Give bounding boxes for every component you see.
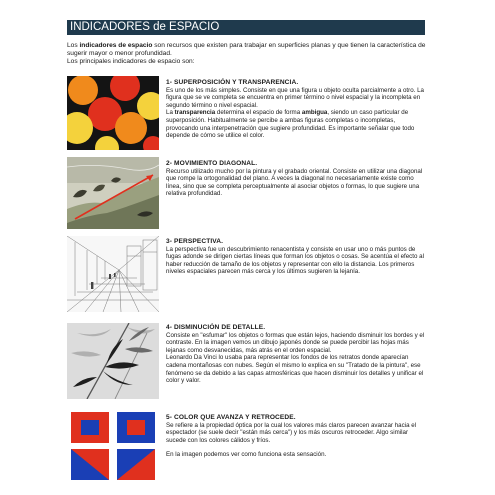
- section-paragraph: Leonardo Da Vinci lo usaba para representar los fondos de los retratos donde aparecían cadena montañosas con nubes. Según el mismo lo explica en su "Tratado de la pintura", ese fenómeno se da debido a las capas atmosféricas que hacen disminuir los detalles y unificar el color y valor.: [166, 354, 424, 385]
- section-paragraph: Es uno de los más simples. Consiste en que una figura u objeto oculta parcialmente a otro. La figura que se ve completa se encuentra en primer término o nivel espacial y la incompleta en segundo término o nivel espacial.: [166, 86, 424, 109]
- page-title: INDICADORES de ESPACIO: [67, 20, 425, 35]
- intro-line2: Los principales indicadores de espacio son:: [67, 58, 195, 66]
- section-paragraph: La perspectiva fue un descubrimiento renacentista y consiste en usar uno o más puntos de fugas adonde se dirigen ciertas líneas que forman los objetos o cosas. Se acentúa el efecto al haber reducción de tamaño de los objetos y representar con ello la distancia. Los primeros niveles espaciales parecen más cerca y los últimos sugieren la lejanía.: [166, 245, 424, 276]
- perspective-drawing-image: [67, 236, 159, 312]
- section-text: [166, 414, 428, 459]
- section-heading: 4- DISMINUCIÓN DE DETALLE.: [166, 324, 266, 331]
- section-heading: 1- SUPERPOSICIÓN Y TRANSPARENCIA.: [166, 79, 299, 86]
- section-text: [166, 79, 428, 140]
- section-heading: 5- COLOR QUE AVANZA Y RETROCEDE.: [166, 414, 296, 421]
- section-text: [166, 324, 428, 385]
- text-bold: transparencia: [174, 109, 216, 117]
- color-squares-image: [67, 410, 159, 482]
- text-run: , siendo un caso particular de superposición. Habitualmente se percibe a ambas figuras completas o incompletas, provocando una interpenetración que sugiere profundidad. Es importante señalar que todo depende de cómo se utilice el color.: [166, 109, 415, 140]
- section-paragraph: En la imagen podemos ver como funciona esta sensación.: [166, 451, 327, 459]
- section-paragraph: Consiste en "esfumar" los objetos o formas que están lejos, haciendo disminuir los bordes y el contraste. En la imagen vemos un dibujo japonés donde se puede percibir las hojas más lejanas como desvanecidas, más atrás en el orden espacial.: [166, 331, 425, 354]
- intro-pre: Los: [67, 42, 80, 49]
- text-run: La: [166, 109, 175, 117]
- section-text: [166, 160, 428, 198]
- text-bold: ambigua: [301, 109, 328, 117]
- section-paragraph: [166, 109, 428, 139]
- section-paragraph: Recurso utilizado mucho por la pintura y el grabado oriental. Consiste en utilizar una diagonal que rompe la ortogonalidad del plano. A veces la diagonal no necesariamente existe como línea, sino que se completa perceptualmente al asociar objetos o formas, lo que sugiere una relativa profundidad.: [166, 167, 423, 198]
- intro-paragraph: [67, 42, 427, 67]
- section-heading: 3- PERSPECTIVA.: [166, 238, 224, 245]
- section-heading: 2- MOVIMIENTO DIAGONAL.: [166, 160, 258, 167]
- section-paragraph: Se refiere a la propiedad óptica por la cual los valores más claros parecen avanzar hacia el espectador (se suele decir "están más cerca") y los más oscuros retroceder. Algo similar sucede con los colores cálidos y fríos.: [166, 421, 417, 444]
- intro-bold: indicadores de espacio: [79, 42, 153, 49]
- section-text: [166, 238, 428, 276]
- diagonal-landscape-image: [67, 157, 159, 229]
- bamboo-ink-image: [67, 323, 159, 399]
- text-run: determina el espacio de forma: [215, 109, 302, 117]
- overlapping-circles-image: [67, 76, 159, 150]
- intro-post: son recursos que existen para trabajar en superficies planas y que tienen la característica de sugerir mayor o menor profundidad.: [67, 42, 426, 58]
